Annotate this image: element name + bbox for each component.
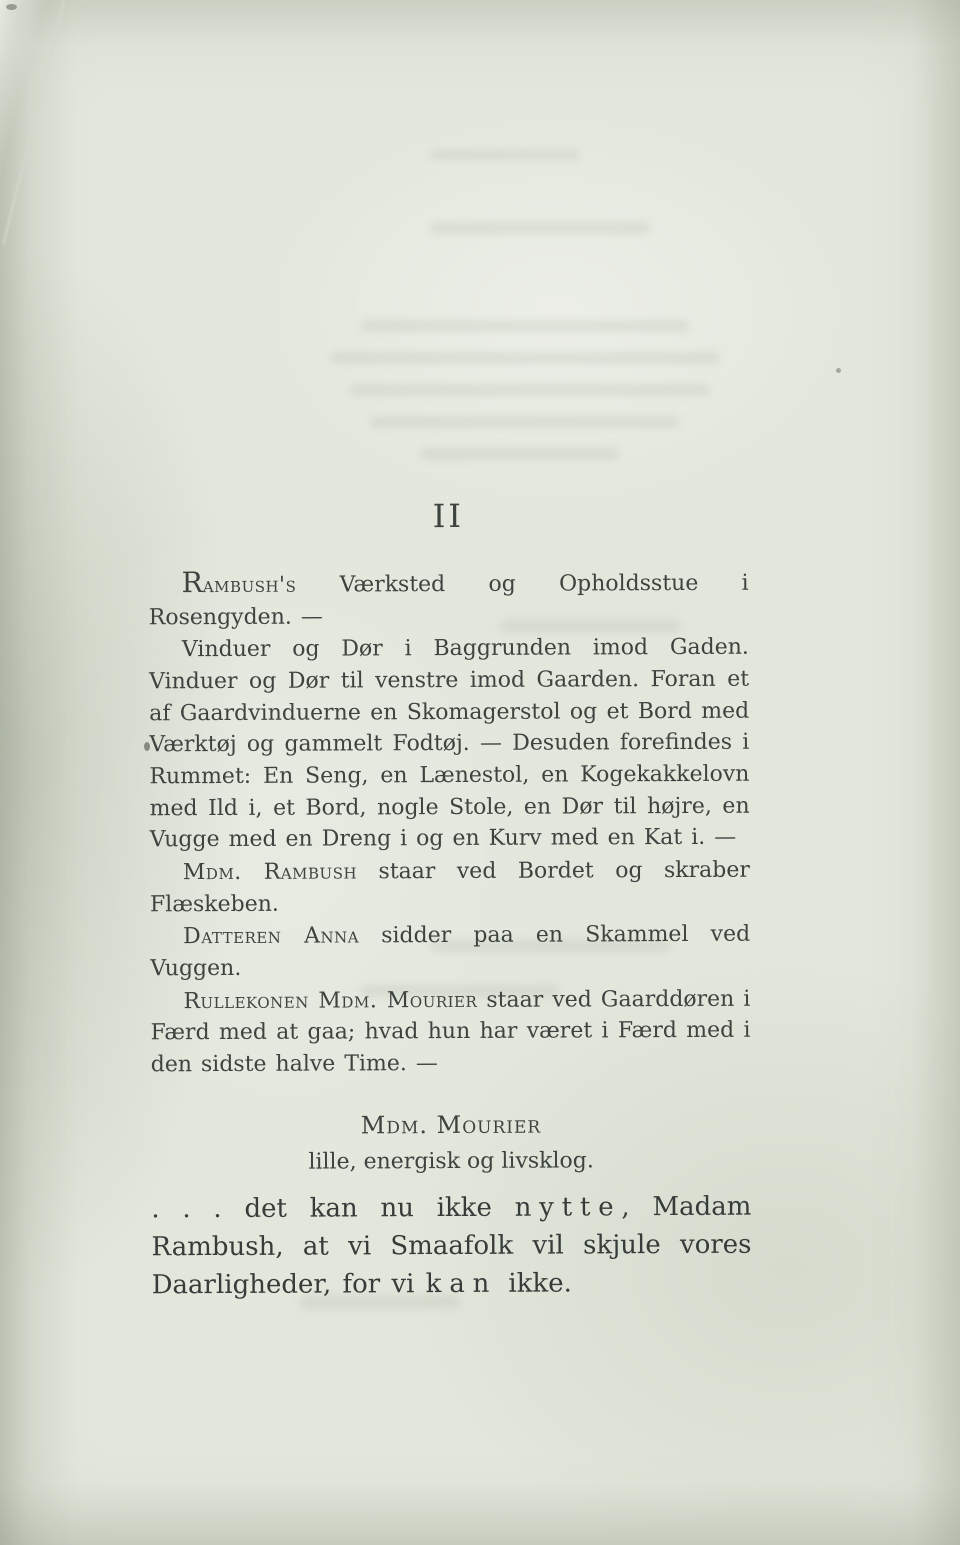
- stage-direction-paragraph: [150, 918, 750, 985]
- speaker-heading: Mdm. Mourier: [360, 1110, 542, 1140]
- ink-bleed-through-artifact: [360, 320, 690, 332]
- page-text-block: [148, 496, 752, 1305]
- ink-bleed-through-artifact: [430, 150, 580, 160]
- dialogue-line: [152, 1264, 752, 1305]
- dialogue-line: [151, 1188, 751, 1229]
- direction-text: sidder paa en Skammel ved Vuggen.: [150, 922, 751, 982]
- stage-direction-paragraph: [150, 982, 750, 1081]
- ink-bleed-through-artifact: [430, 222, 650, 234]
- paper-speck-artifact: [6, 4, 17, 10]
- dialogue-text: ikke.: [497, 1268, 572, 1299]
- direction-text: staar ved Gaarddøren i Færd med at gaa; hvad hun har været i Færd med i den sidste halve Time. —: [150, 986, 751, 1078]
- direction-text: Vinduer og Dør i Baggrunden imod Gaden. Vinduer og Dør til venstre imod Gaarden. Foran et af Gaardvinduerne en Skomagerstol og et Bord med Værktøj og gammelt Fodtøj. — Desuden forefindes i Rummet: En Seng, en Lænestol, en Kogekakkelovn med Ild i, et Bord, nogle Stole, en Dør til højre, en Vugge med en Dreng i og en Kurv med en Kat i. —: [148, 635, 750, 853]
- stage-direction-paragraph: [149, 567, 749, 634]
- ink-bleed-through-artifact: [370, 416, 680, 428]
- direction-text: Værksted og Opholdsstue i Rosengyden. —: [148, 570, 749, 630]
- dialogue-paragraph: [151, 1188, 751, 1304]
- dialogue-text: , Madam: [621, 1191, 752, 1222]
- dialogue-emphasis: kan: [425, 1268, 498, 1299]
- ink-bleed-through-artifact: [330, 352, 720, 364]
- paper-speck-artifact: [836, 368, 841, 373]
- dialogue-text: . . . det kan nu ikke: [151, 1192, 515, 1224]
- scene-number-heading: II: [432, 496, 465, 536]
- dialogue-text: Daarligheder, for vi: [151, 1268, 426, 1300]
- character-name: ambush's: [202, 572, 297, 599]
- ink-bleed-through-artifact: [350, 384, 710, 396]
- dialogue-line: [151, 1226, 751, 1267]
- ink-bleed-through-artifact: [420, 448, 620, 460]
- top-left-fold-crease: [0, 0, 70, 245]
- dialogue-emphasis: nytte: [514, 1191, 622, 1223]
- initial-capital: R: [181, 566, 203, 600]
- character-name: Mdm. Rambush: [182, 859, 358, 886]
- stage-direction-paragraph: [150, 854, 750, 921]
- direction-text: staar ved Bordet og skraber Flæskeben.: [149, 857, 750, 918]
- character-name: Rullekonen Mdm. Mourier: [183, 987, 478, 1014]
- speaker-stage-note: lille, energisk og livsklog.: [308, 1148, 594, 1175]
- dialogue-text: Rambush, at vi Smaafolk vil skjule vores: [151, 1229, 752, 1262]
- stage-direction-paragraph: [149, 631, 750, 856]
- character-name: Datteren Anna: [183, 923, 360, 950]
